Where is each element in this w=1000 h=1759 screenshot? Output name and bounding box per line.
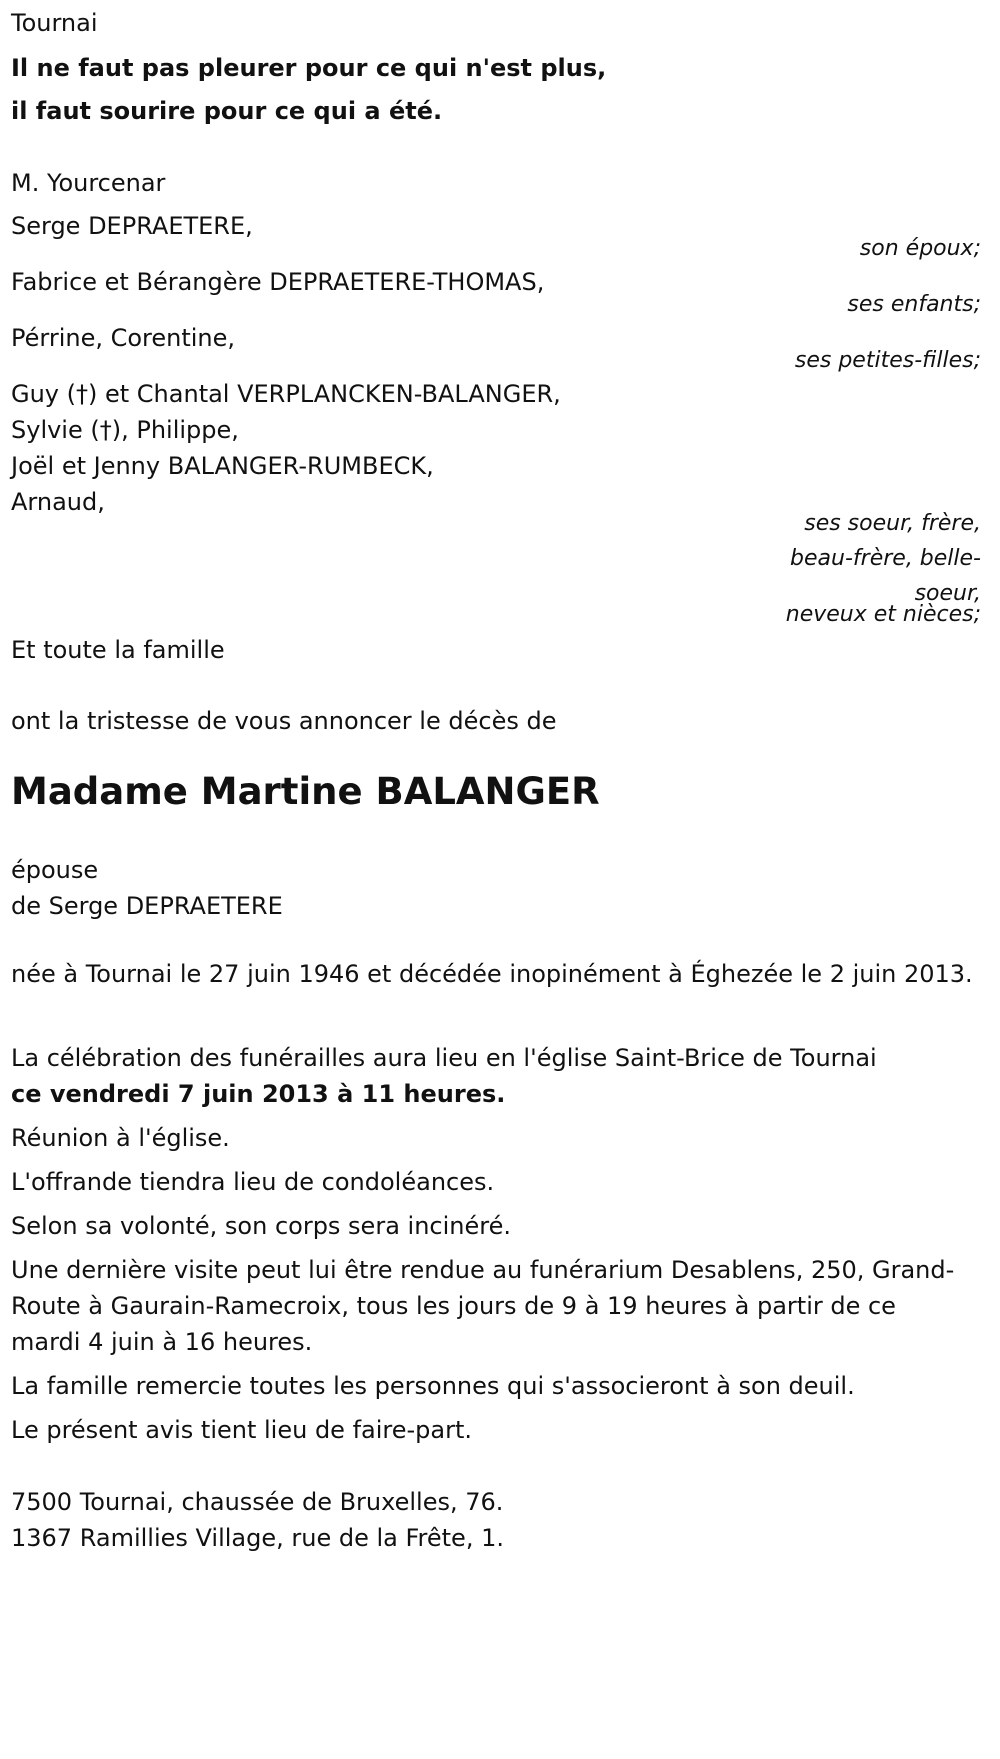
- city-heading: Tournai: [11, 9, 98, 37]
- deceased-name: Madame Martine BALANGER: [11, 770, 600, 813]
- cremation-text: Selon sa volonté, son corps sera incinéré.: [11, 1212, 511, 1240]
- sibling-line-2: Sylvie (†), Philippe,: [11, 416, 239, 444]
- offering-text: L'offrande tiendra lieu de condoléances.: [11, 1168, 495, 1196]
- ceremony-date: ce vendredi 7 juin 2013 à 11 heures.: [11, 1080, 506, 1108]
- address-line-2: 1367 Ramillies Village, rue de la Frête, 1.: [11, 1524, 504, 1552]
- family-member-children: Fabrice et Bérangère DEPRAETERE-THOMAS,: [11, 268, 545, 296]
- announcement-text: ont la tristesse de vous annoncer le décès de: [11, 707, 557, 735]
- address-line-1: 7500 Tournai, chaussée de Bruxelles, 76.: [11, 1488, 504, 1516]
- thanks-text: La famille remercie toutes les personnes qui s'associeront à son deuil.: [11, 1372, 855, 1400]
- quote-line-2: il faut sourire pour ce qui a été.: [11, 97, 443, 125]
- spouse-name: de Serge DEPRAETERE: [11, 892, 283, 920]
- sibling-line-1: Guy (†) et Chantal VERPLANCKEN-BALANGER,: [11, 380, 561, 408]
- spouse-label: épouse: [11, 856, 99, 884]
- whole-family: Et toute la famille: [11, 636, 225, 664]
- notice-text: Le présent avis tient lieu de faire-part.: [11, 1416, 473, 1444]
- quote-author: M. Yourcenar: [11, 169, 166, 197]
- relation-siblings-4: neveux et nièces;: [785, 602, 981, 627]
- relation-siblings-3: soeur,: [914, 581, 981, 606]
- ceremony-text: La célébration des funérailles aura lieu en l'église Saint-Brice de Tournai: [11, 1044, 877, 1072]
- sibling-line-3: Joël et Jenny BALANGER-RUMBECK,: [11, 452, 434, 480]
- relation-granddaughters: ses petites-filles;: [794, 348, 981, 373]
- family-member-granddaughters: Pérrine, Corentine,: [11, 324, 236, 352]
- birth-death-details: née à Tournai le 27 juin 1946 et décédée inopinément à Éghezée le 2 juin 2013.: [11, 960, 973, 988]
- relation-children: ses enfants;: [847, 292, 981, 317]
- quote-line-1: Il ne faut pas pleurer pour ce qui n'est plus,: [11, 54, 607, 82]
- visit-text: Une dernière visite peut lui être rendue au funérarium Desablens, 250, Grand-Route à Gaurain-Ramecroix, tous les jours de 9 à 19 heures à partir de ce mardi 4 juin à 16 heures.: [11, 1256, 955, 1356]
- relation-siblings-2: beau-frère, belle-: [790, 546, 981, 571]
- relation-siblings-1: ses soeur, frère,: [804, 511, 981, 536]
- family-member-spouse: Serge DEPRAETERE,: [11, 212, 253, 240]
- meeting-text: Réunion à l'église.: [11, 1124, 230, 1152]
- relation-spouse: son époux;: [859, 236, 981, 261]
- sibling-line-4: Arnaud,: [11, 488, 105, 516]
